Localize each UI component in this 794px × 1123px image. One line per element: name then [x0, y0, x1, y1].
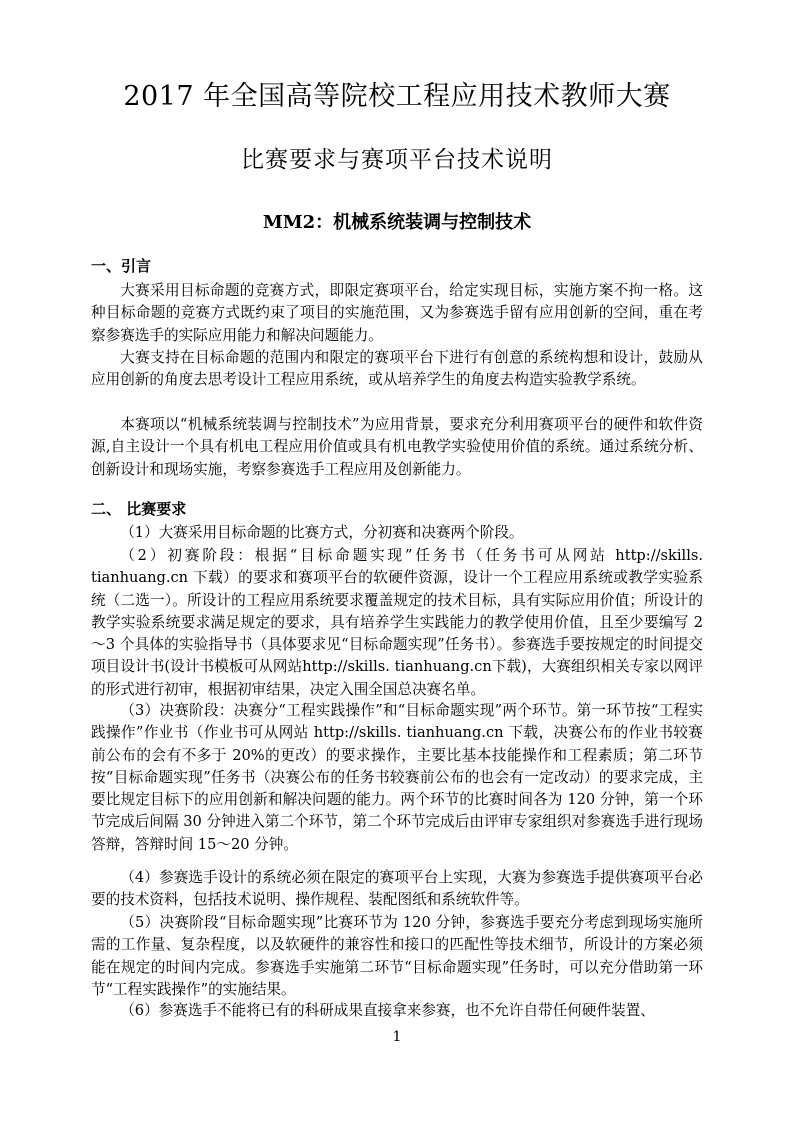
- paragraph: （5）决赛阶段“目标命题实现”比赛环节为 120 分钟，参赛选手要充分考虑到现场实施所需的工作量、复杂程度，以及软硬件的兼容性和接口的匹配性等技术细节，所设计的方案必须能在规定的时间内完成。参赛选手实施第二环节“目标命题实现”任务时，可以充分借助第一环节“工程实践操作”的实施结果。: [91, 914, 703, 998]
- paragraph: 大赛采用目标命题的竞赛方式，即限定赛项平台，给定实现目标，实施方案不拘一格。这种目标命题的竞赛方式既约束了项目的实施范围，又为参赛选手留有应用创新的空间，重在考察参赛选手的实际应用能力和解决问题能力。: [91, 282, 703, 344]
- paragraph: （6）参赛选手不能将已有的科研成果直接拿来参赛，也不允许自带任何硬件装置、: [120, 1002, 655, 1019]
- document-subtitle: 比赛要求与赛项平台技术说明: [241, 147, 553, 173]
- paragraph: （1）大赛采用目标命题的比赛方式，分初赛和决赛两个阶段。: [120, 524, 524, 541]
- paragraph: 本赛项以“机械系统装调与控制技术”为应用背景，要求充分利用赛项平台的硬件和软件资源,自主设计一个具有机电工程应用价值或具有机电教学实验使用价值的系统。通过系统分析、创新设计和现场实施，考察参赛选手工程应用及创新能力。: [91, 416, 703, 478]
- competition-item-title: MM2：机械系统装调与控制技术: [262, 212, 532, 233]
- paragraph: （2）初赛阶段：根据“目标命题实现”任务书（任务书可从网站 http://skills. tianhuang.cn 下载）的要求和赛项平台的软硬件资源，设计一个工程应用系统或教学实验系统（二选一）。所设计的工程应用系统要求覆盖规定的技术目标，具有实际应用价值；所设计的教学实验系统要求满足规定的要求，具有培养学生实践能力的教学使用价值，且至少要编写 2～3 个具体的实验指导书（具体要求见“目标命题实现”任务书）。参赛选手要按规定的时间提交项目设计书(设计书模板可从网站http://skills. tianhuang.cn下载)，大赛组织相关专家以网评的形式进行初审，根据初审结果，决定入围全国总决赛名单。: [91, 547, 703, 698]
- section-heading-intro: 一、引言: [91, 257, 152, 275]
- paragraph: 大赛支持在目标命题的范围内和限定的赛项平台下进行有创意的系统构想和设计，鼓励从应用创新的角度去思考设计工程应用系统，或从培养学生的角度去构造实验教学系统。: [91, 349, 703, 389]
- section-heading-requirements: 二、 比赛要求: [91, 500, 187, 518]
- paragraph: （4）参赛选手设计的系统必须在限定的赛项平台上实现，大赛为参赛选手提供赛项平台必要的技术资料，包括技术说明、操作规程、装配图纸和系统软件等。: [91, 869, 703, 909]
- document-title: 2017 年全国高等院校工程应用技术教师大赛: [123, 81, 671, 112]
- paragraph: （3）决赛阶段：决赛分“工程实践操作”和“目标命题实现”两个环节。第一环节按“工程实践操作”作业书（作业书可从网站 http://skills. tianhuang.cn 下载，决赛公布的作业书较赛前公布的会有不多于 20%的更改）的要求操作，主要比基本技能操作和工程素质；第二环节按“目标命题实现”任务书（决赛公布的任务书较赛前公布的也会有一定改动）的要求完成，主要比规定目标下的应用创新和解决问题的能力。两个环节的比赛时间各为 120 分钟，第一个环节完成后间隔 30 分钟进入第二个环节，第二个环节完成后由评审专家组织对参赛选手进行现场答辩，答辩时间 15～20 分钟。: [91, 702, 703, 853]
- page-number: 1: [392, 1029, 402, 1045]
